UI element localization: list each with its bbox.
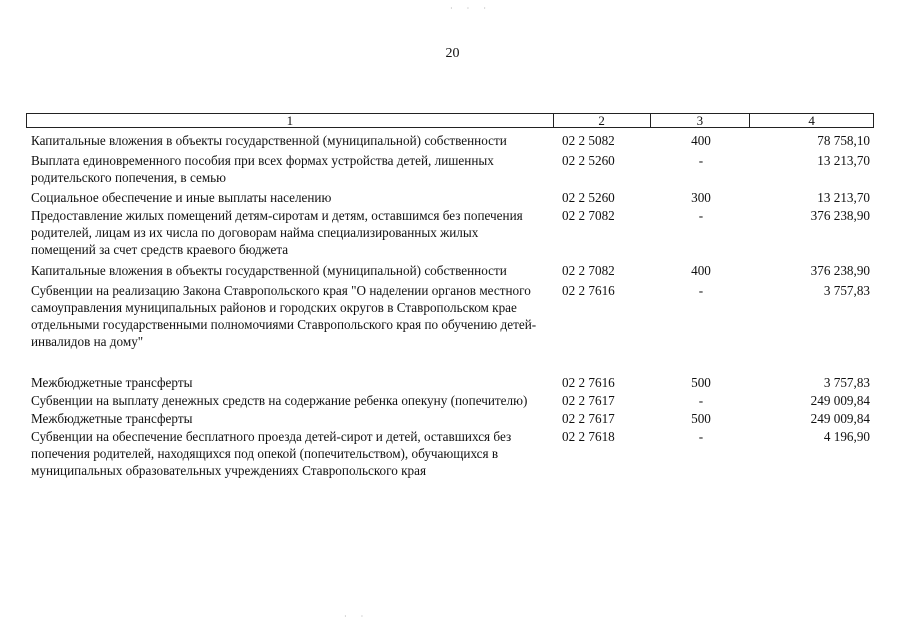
row-name: Межбюджетные трансферты [31, 375, 193, 390]
header-col-3: 3 [651, 114, 751, 127]
table-row [26, 189, 874, 206]
row-amount: 249 009,84 [810, 411, 870, 426]
row-type: 400 [691, 133, 711, 148]
table-row [26, 262, 874, 279]
row-name: Социальное обеспечение и иные выплаты населению [31, 190, 332, 205]
row-type: - [698, 208, 704, 223]
row-type: - [698, 153, 704, 168]
table-row [26, 282, 874, 350]
row-code: 02 2 5082 [562, 133, 615, 148]
row-type: 500 [691, 411, 711, 426]
scan-speckle: · · [344, 612, 370, 621]
header-col-1: 1 [27, 114, 554, 127]
row-type: 400 [691, 263, 711, 278]
row-amount: 78 758,10 [817, 133, 870, 148]
row-type: - [698, 283, 704, 298]
row-amount: 376 238,90 [810, 263, 870, 278]
row-name: Межбюджетные трансферты [31, 411, 193, 426]
row-amount: 4 196,90 [823, 429, 870, 444]
table-row [26, 410, 874, 427]
row-type: - [698, 429, 704, 444]
scan-speckle: · · · [450, 4, 492, 13]
row-amount: 3 757,83 [823, 283, 870, 298]
row-name: Субвенции на выплату денежных средств на содержание ребенка опекуну (попечителю) [31, 393, 528, 408]
table-row [26, 428, 874, 479]
page-number: 20 [445, 46, 460, 61]
table-row [26, 374, 874, 391]
row-name: Выплата единовременного пособия при всех формах устройства детей, лишенных родительского попечения, в семью [31, 153, 494, 185]
row-type: 300 [691, 190, 711, 205]
row-code: 02 2 7617 [562, 393, 615, 408]
row-name: Субвенции на реализацию Закона Ставропольского края "О наделении органов местного самоуправления муниципальных районов и городских округов в Ставропольском крае отдельными государственными полномочиями Ставропольского края по обучению детей-инвалидов на дому" [31, 283, 537, 349]
row-code: 02 2 7616 [562, 283, 615, 298]
header-col-4: 4 [808, 113, 815, 128]
row-amount: 249 009,84 [810, 393, 870, 408]
table-row [26, 207, 874, 258]
row-amount: 13 213,70 [817, 153, 870, 168]
row-name: Капитальные вложения в объекты государственной (муниципальной) собственности [31, 263, 507, 278]
row-code: 02 2 5260 [562, 153, 615, 168]
row-name: Предоставление жилых помещений детям-сиротам и детям, оставшимся без попечения родителей, лицам из их числа по договорам найма специализированных жилых помещений за счет средств краевого бюджета [31, 208, 523, 257]
row-code: 02 2 7082 [562, 208, 615, 223]
table-row [26, 132, 874, 149]
table-row [26, 152, 874, 186]
row-amount: 376 238,90 [810, 208, 870, 223]
row-type: - [698, 393, 704, 408]
table-row [26, 392, 874, 409]
row-name: Капитальные вложения в объекты государственной (муниципальной) собственности [31, 133, 507, 148]
row-amount: 3 757,83 [823, 375, 870, 390]
row-code: 02 2 5260 [562, 190, 615, 205]
row-type: 500 [691, 375, 711, 390]
row-code: 02 2 7618 [562, 429, 615, 444]
table-body [26, 132, 874, 479]
row-code: 02 2 7617 [562, 411, 615, 426]
row-code: 02 2 7082 [562, 263, 615, 278]
row-code: 02 2 7616 [562, 375, 615, 390]
row-name: Субвенции на обеспечение бесплатного проезда детей-сирот и детей, оставшихся без попечения родителей, находящихся под опекой (попечительством), обучающихся в муниципальных образовательных учреждениях Ставропольского края [31, 429, 512, 478]
table-header [26, 113, 874, 128]
row-amount: 13 213,70 [817, 190, 870, 205]
header-col-2: 2 [554, 114, 651, 127]
